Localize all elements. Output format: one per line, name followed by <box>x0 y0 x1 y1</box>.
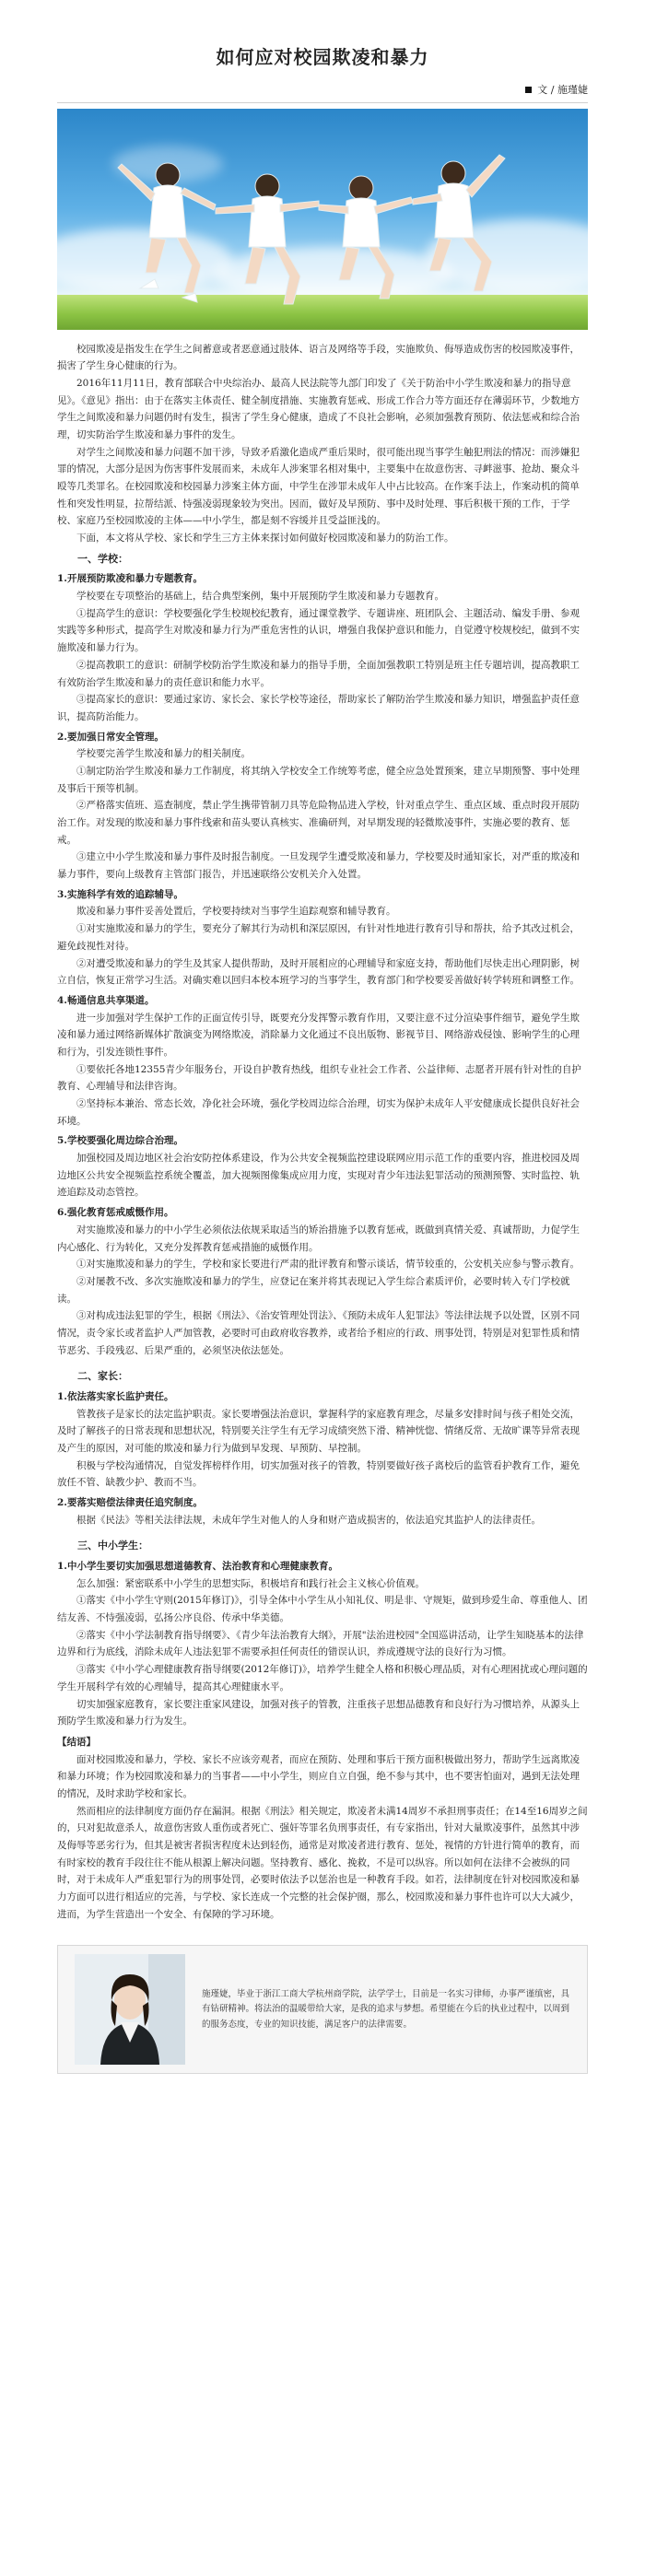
conclusion-section <box>57 1734 588 1924</box>
section-heading-parents: 二、家长： <box>77 1370 128 1383</box>
hero-image <box>57 109 588 330</box>
section-heading-school: 一、学校： <box>77 552 128 565</box>
paragraph: 学校要完善学生欺凌和暴力的相关制度。 <box>76 748 251 760</box>
author-name: 文 / 施瑾婕 <box>537 84 588 96</box>
paragraph: 对实施欺凌和暴力的中小学生必须依法依规采取适当的矫治措施予以教育惩戒，既做到真情关爱、真诚帮助，力促学生内心感化、行为转化，又充分发挥教育惩戒措施的威慑作用。 <box>57 1224 580 1253</box>
author-bio-box <box>57 1945 588 2074</box>
subsection-heading: 1.依法落实家长监护责任。 <box>57 1390 174 1402</box>
paragraph: 然而相应的法律制度方面仍存在漏洞。根据《刑法》相关规定，欺凌者未满14周岁不承担刑事责任；在14至16周岁之间的，只对犯故意杀人，故意伤害致人重伤或者死亡、强奸等罪名负刑事责任，有专家指出，针对大量欺凌事件，虽然其中涉及侮辱等恶劣行为，但其是被害者损害程度未达到轻伤，通常是对欺凌者进行教育、惩处，视情的方针进行简单的教育，而有时家校的教育手段往往不能从根源上解决问题。坚持教育、感化、挽救，不是可以纵容。所以如何在法律不会被纵的同时，对于未成年人严重犯罪行为的刑事处罚，必要时依法予以惩治也是一种教育手段。如若，法律制度在针对校园欺凌和暴力方面可以进行相适应的完善，与学校、家长连成一个完整的社会保护圈，那么，校园欺凌和暴力事件也许可以大大减少，进而，为学生营造出一个安全、有保障的学习环境。 <box>57 1805 588 1920</box>
author-bio-text: 施瑾婕，毕业于浙江工商大学杭州商学院，法学学士，目前是一名实习律师，办事严谨缜密，具有钻研精神。将法治的温暖带给大家，是我的追求与梦想。希望能在今后的执业过程中，以周到的服务态度，专业的知识技能，满足客户的法律需要。 <box>202 1988 570 2030</box>
intro-paragraph: 校园欺凌是指发生在学生之间蓄意或者恶意通过肢体、语言及网络等手段，实施欺负、侮辱造成伤害的校园欺凌事件，损害了学生身心健康的行为。 <box>57 343 580 372</box>
conclusion-heading: 【结语】 <box>57 1736 96 1748</box>
paragraph: 积极与学校沟通情况，自觉发挥榜样作用，切实加强对孩子的管教，特别要做好孩子离校后的监管看护教育工作，避免放任不管、缺教少护、教而不当。 <box>57 1459 580 1489</box>
paragraph: ①要依托各地12355青少年服务台，开设自护教育热线，组织专业社会工作者、公益律师、志愿者开展有针对性的自护教育、心理辅导和法律咨询。 <box>57 1063 581 1093</box>
students-running-figures <box>57 109 588 330</box>
article-title: 如何应对校园欺凌和暴力 <box>216 46 429 68</box>
paragraph: ②严格落实值班、巡查制度，禁止学生携带管制刀具等危险物品进入学校，针对重点学生、重点区域、重点时段开展防治工作。对发现的欺凌和暴力事件线索和苗头要认真核实、准确研判，对早期发现的轻微欺凌事件，实施必要的教育、惩戒。 <box>57 800 580 846</box>
paragraph: 面对校园欺凌和暴力，学校、家长不应该旁观者，而应在预防、处理和事后干预方面积极做出努力，帮助学生远离欺凌和暴力环境；作为校园欺凌和暴力的当事者——中小学生，则应自立自强，绝不参与其中，也不要害怕面对，遇到无法处理的情况，及时求助学校和家长。 <box>57 1753 580 1799</box>
paragraph: ①提高学生的意识：学校要强化学生校规校纪教育，通过课堂教学、专题讲座、班团队会、主题活动、编发手册、参观实践等多种形式，提高学生对欺凌和暴力行为严重危害性的认识，增强自我保护意识和能力，自觉遵守校规校纪，做到不实施欺凌和暴力行为。 <box>57 607 580 654</box>
students-section <box>57 1537 588 1729</box>
byline <box>57 81 588 103</box>
intro-paragraph: 2016年11月11日，教育部联合中央综治办、最高人民法院等九部门印发了《关于防治中小学生欺凌和暴力的指导意见》。《意见》指出：由于在落实主体责任、健全制度措施、实施教育惩戒、形成工作合力等方面还存在薄弱环节，少数地方学生之间欺凌和暴力问题仍时有发生，损害了学生身心健康，造成了不良社会影响，必须加强教育预防、依法惩戒和综合治理，切实防治学生欺凌和暴力事件的发生。 <box>57 377 580 441</box>
intro-paragraph: 下面，本文将从学校、家长和学生三方主体来探讨如何做好校园欺凌和暴力的防治工作。 <box>76 533 454 544</box>
paragraph: ③提高家长的意识：要通过家访、家长会、家长学校等途径，帮助家长了解防治学生欺凌和暴力知识，增强监护责任意识，提高防治能力。 <box>57 694 580 722</box>
subsection-heading: 2.要加强日常安全管理。 <box>57 731 164 743</box>
subsection-heading: 5.学校要强化周边综合治理。 <box>57 1135 183 1147</box>
intro-section <box>57 341 588 547</box>
paragraph: ③落实《中小学心理健康教育指导纲要(2012年修订)》，培养学生健全人格和积极心理品质，对有心理困扰或心理问题的学生开展科学有效的心理辅导，提高其心理健康水平。 <box>57 1664 588 1692</box>
paragraph: ①对实施欺凌和暴力的学生，学校和家长要进行严肃的批评教育和警示谈话，情节较重的，公安机关应参与警示教育。 <box>76 1259 580 1270</box>
paragraph: 加强校园及周边地区社会治安防控体系建设，作为公共安全视频监控建设联网应用示范工作的重要内容，推进校园及周边地区公共安全视频监控系统全覆盖，加大视频图像集成应用力度，实现对青少年违法犯罪活动的预测预警、实时监控、轨迹追踪及动态管控。 <box>57 1153 580 1199</box>
subsection-heading: 4.畅通信息共享渠道。 <box>57 994 155 1006</box>
paragraph: ③对构成违法犯罪的学生，根据《刑法》、《治安管理处罚法》、《预防未成年人犯罪法》等法律法规予以处置，区别不同情况，责令家长或者监护人严加管教，必要时可由政府收容教养，或者给予相应的行政、刑事处罚，特别是对犯罪性质和情节恶劣、手段残忍、后果严重的，必须坚决依法惩处。 <box>57 1310 580 1356</box>
paragraph: 进一步加强对学生保护工作的正面宣传引导，既要充分发挥警示教育作用，又要注意不过分渲染事件细节，避免学生欺凌和暴力通过网络新媒体扩散演变为网络欺凌，消除暴力文化通过不良出版物、影视节目、网络游戏侵蚀、影响学生的心理和行为，引发连锁性事件。 <box>57 1012 580 1058</box>
paragraph: ①落实《中小学生守则(2015年修订)》，引导全体中小学生从小知礼仪、明是非、守规矩，做到珍爱生命、尊重他人、团结友善、不恃强凌弱，弘扬公序良俗、传承中华美德。 <box>57 1595 588 1624</box>
paragraph: 欺凌和暴力事件妥善处置后，学校要持续对当事学生追踪观察和辅导教育。 <box>76 906 396 918</box>
paragraph: ②坚持标本兼治、常态长效，净化社会环境，强化学校周边综合治理，切实为保护未成年人平安健康成长提供良好社会环境。 <box>57 1098 580 1127</box>
subsection-heading: 2.要落实赔偿法律责任追究制度。 <box>57 1497 203 1509</box>
school-section <box>57 550 588 1360</box>
paragraph: 根据《民法》等相关法律法规，未成年学生对他人的人身和财产造成损害的，依法追究其监护人的法律责任。 <box>76 1514 541 1526</box>
subsection-heading: 1.中小学生要切实加强思想道德教育、法治教育和心理健康教育。 <box>57 1561 338 1572</box>
parents-section <box>57 1367 588 1528</box>
subsection-heading: 6.强化教育惩戒威慑作用。 <box>57 1207 174 1219</box>
byline-square-icon <box>525 87 532 93</box>
paragraph: ①制定防治学生欺凌和暴力工作制度，将其纳入学校安全工作统筹考虑，健全应急处置预案，建立早期预警、事中处理及事后干预等机制。 <box>57 765 580 794</box>
paragraph: ②对屡教不改、多次实施欺凌和暴力的学生，应登记在案并将其表现记入学生综合素质评价，必要时转入专门学校就读。 <box>57 1275 570 1305</box>
paragraph: 怎么加强：紧密联系中小学生的思想实际，积极培育和践行社会主义核心价值观。 <box>76 1577 425 1589</box>
paragraph: 切实加强家庭教育，家长要注重家风建设，加强对孩子的管教，注重孩子思想品德教育和良好行为习惯培养，从源头上预防学生欺凌和暴力行为发生。 <box>57 1698 580 1727</box>
paragraph: 学校要在专项整治的基础上，结合典型案例，集中开展预防学生欺凌和暴力专题教育。 <box>76 591 444 603</box>
subsection-heading: 3.实施科学有效的追踪辅导。 <box>57 888 183 900</box>
paragraph: ①对实施欺凌和暴力的学生，要充分了解其行为动机和深层原因，有针对性地进行教育引导和帮扶，给予其改过机会，避免歧视性对待。 <box>57 923 580 952</box>
intro-paragraph: 对学生之间欺凌和暴力问题不加干涉，导致矛盾激化造成严重后果时，很可能出现当事学生触犯刑法的情况：而涉嫌犯罪的情况，大部分是因为伤害事件发展而来，未成年人涉案罪名相对集中，主要集中在故意伤害、寻衅滋事、抢劫、聚众斗殴等几类罪名。在校园欺凌和校园暴力涉案主体方面，中学生在涉罪未成年人中占比较高。在作案手法上，作案动机的简单性和突发性明显，拉帮结派、恃强凌弱现象较为突出。因而，做好及早预防、事中及时处理、事后积极干预的工作，于学校、家庭乃至校园欺凌的主体——中小学生，都是刻不容缓并且受益匪浅的。 <box>57 446 580 527</box>
author-portrait-photo <box>75 1954 185 2065</box>
paragraph: ②落实《中小学法制教育指导纲要》、《青少年法治教育大纲》，开展"法治进校园"全国巡讲活动，让学生知晓基本的法律边界和行为底线，消除未成年人违法犯罪不需要承担任何责任的错误认识，养成遵规守法的良好行为习惯。 <box>57 1629 584 1658</box>
paragraph: ②提高教职工的意识：研制学校防治学生欺凌和暴力的指导手册，全面加强教职工特别是班主任专题培训，提高教职工有效防治学生欺凌和暴力的责任意识和能力水平。 <box>57 659 580 688</box>
paragraph: ③建立中小学生欺凌和暴力事件及时报告制度。一旦发现学生遭受欺凌和暴力，学校要及时通知家长，对严重的欺凌和暴力事件，要向上级教育主管部门报告，并迅速联络公安机关介入处置。 <box>57 851 580 881</box>
subsection-heading: 1.开展预防欺凌和暴力专题教育。 <box>57 573 203 585</box>
section-heading-students: 三、中小学生： <box>77 1540 148 1552</box>
paragraph: 管教孩子是家长的法定监护职责。家长要增强法治意识，掌握科学的家庭教育理念，尽量多安排时间与孩子相处交流，及时了解孩子的日常表现和思想状况，特别要关注学生有无学习成绩突然下滑、精神恍惚、情绪反常、无故旷课等异常表现及产生的原因，对可能的欺凌和暴力行为做到早发现、早预防、早控制。 <box>57 1408 580 1454</box>
paragraph: ②对遭受欺凌和暴力的学生及其家人提供帮助，及时开展相应的心理辅导和家庭支持，帮助他们尽快走出心理阴影，树立自信，恢复正常学习生活。对确实难以回归本校本班学习的当事学生，教育部门和学校要妥善做好转学转班和调整工作。 <box>57 957 580 987</box>
